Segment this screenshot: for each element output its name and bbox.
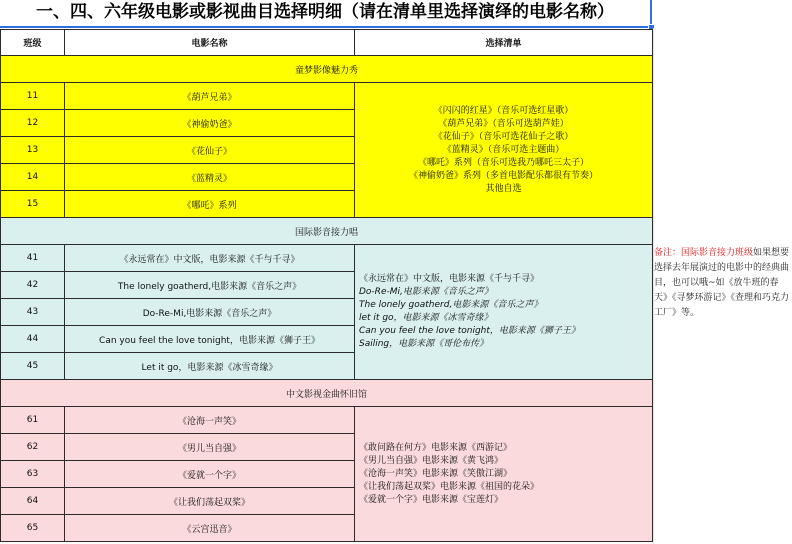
option-item: Sailing，电影来源《哥伦布传》 bbox=[359, 339, 489, 349]
class-cell[interactable]: 45 bbox=[1, 353, 65, 380]
table-row bbox=[1, 83, 653, 110]
movie-cell[interactable]: 《爱就一个字》 bbox=[65, 461, 355, 488]
class-cell[interactable]: 11 bbox=[1, 83, 65, 110]
option-item: 《闪闪的红星》（音乐可选红星歌） bbox=[433, 105, 574, 116]
option-item: 《爱就一个字》电影来源《宝莲灯》 bbox=[359, 494, 504, 505]
class-cell[interactable]: 14 bbox=[1, 164, 65, 191]
movie-cell[interactable]: Can you feel the love tonight，电影来源《狮子王》 bbox=[65, 326, 355, 353]
class-cell[interactable]: 65 bbox=[1, 515, 65, 542]
options-cell[interactable] bbox=[355, 83, 653, 218]
class-cell[interactable]: 62 bbox=[1, 434, 65, 461]
remark-note[interactable] bbox=[654, 246, 790, 321]
header-row bbox=[1, 30, 653, 56]
options-cell[interactable] bbox=[355, 245, 653, 380]
option-item: 《沧海一声笑》电影来源《笑傲江湖》 bbox=[359, 468, 513, 479]
option-item: 《神偷奶爸》系列（多首电影配乐都很有节奏） bbox=[408, 170, 598, 181]
movie-cell[interactable]: Let it go，电影来源《冰雪奇缘》 bbox=[65, 353, 355, 380]
movie-cell[interactable]: The lonely goatherd,电影来源《音乐之声》 bbox=[65, 272, 355, 299]
movie-cell[interactable]: 《让我们荡起双桨》 bbox=[65, 488, 355, 515]
movie-cell[interactable]: Do-Re-Mi,电影来源《音乐之声》 bbox=[65, 299, 355, 326]
movie-cell[interactable]: 《蓝精灵》 bbox=[65, 164, 355, 191]
movie-cell[interactable]: 《哪吒》系列 bbox=[65, 191, 355, 218]
header-movie[interactable]: 电影名称 bbox=[65, 30, 355, 56]
section-title[interactable]: 童梦影像魅力秀 bbox=[1, 56, 653, 83]
option-item: 《蓝精灵》（音乐可选主题曲） bbox=[442, 144, 565, 155]
option-item: 《葫芦兄弟》（音乐可选葫芦娃） bbox=[438, 118, 569, 129]
class-cell[interactable]: 12 bbox=[1, 110, 65, 137]
movie-cell[interactable]: 《沧海一声笑》 bbox=[65, 407, 355, 434]
option-item: 其他自选 bbox=[485, 183, 522, 194]
section-title[interactable]: 国际影音接力唱 bbox=[1, 218, 653, 245]
movie-cell[interactable]: 《男儿当自强》 bbox=[65, 434, 355, 461]
options-cell[interactable] bbox=[355, 407, 653, 542]
movie-cell[interactable]: 《云宫迅音》 bbox=[65, 515, 355, 542]
class-cell[interactable]: 44 bbox=[1, 326, 65, 353]
class-cell[interactable]: 41 bbox=[1, 245, 65, 272]
option-item: 《花仙子》（音乐可选花仙子之歌） bbox=[433, 131, 574, 142]
table-row bbox=[1, 407, 653, 434]
option-item: 《哪吒》系列（音乐可选我乃哪吒三太子） bbox=[417, 157, 589, 168]
remark-label: 备注：国际影音接力班级 bbox=[654, 248, 754, 258]
header-list[interactable]: 选择清单 bbox=[355, 30, 653, 56]
class-cell[interactable]: 63 bbox=[1, 461, 65, 488]
movie-cell[interactable]: 《永远常在》中文版，电影来源《千与千寻》 bbox=[65, 245, 355, 272]
cell-selection-border-bottom bbox=[0, 26, 652, 28]
option-item: 《让我们荡起双桨》电影来源《祖国的花朵》 bbox=[359, 481, 540, 492]
option-item: 《敢问路在何方》电影来源《西游记》 bbox=[359, 442, 513, 453]
movie-cell[interactable]: 《葫芦兄弟》 bbox=[65, 83, 355, 110]
movie-cell[interactable]: 《花仙子》 bbox=[65, 137, 355, 164]
sheet-title: 一、四、六年级电影或影视曲目选择明细（请在清单里选择演绎的电影名称） bbox=[36, 2, 614, 22]
option-item: 《男儿当自强》电影来源《黄飞鸿》 bbox=[359, 455, 504, 466]
section-title[interactable]: 中文影视金曲怀旧馆 bbox=[1, 380, 653, 407]
movie-cell[interactable]: 《神偷奶爸》 bbox=[65, 110, 355, 137]
option-item: The lonely goatherd,电影来源《音乐之声》 bbox=[359, 300, 543, 310]
remark-text: 如果想要选择去年展演过的电影中的经典曲目，也可以哦~如《放牛班的春天》《寻梦环游记》《查理和巧克力工厂》等。 bbox=[654, 248, 790, 318]
section-row bbox=[1, 218, 653, 245]
table-row bbox=[1, 245, 653, 272]
selection-table bbox=[0, 29, 653, 542]
class-cell[interactable]: 42 bbox=[1, 272, 65, 299]
class-cell[interactable]: 43 bbox=[1, 299, 65, 326]
option-item: 《永远常在》中文版，电影来源《千与千寻》 bbox=[359, 274, 540, 284]
cell-selection-border bbox=[650, 0, 652, 27]
section-row bbox=[1, 56, 653, 83]
option-item: Do-Re-Mi,电影来源《音乐之声》 bbox=[359, 287, 493, 297]
class-cell[interactable]: 13 bbox=[1, 137, 65, 164]
class-cell[interactable]: 15 bbox=[1, 191, 65, 218]
option-item: let it go，电影来源《冰雪奇缘》 bbox=[359, 313, 493, 323]
header-class[interactable]: 班级 bbox=[1, 30, 65, 56]
section-row bbox=[1, 380, 653, 407]
class-cell[interactable]: 61 bbox=[1, 407, 65, 434]
class-cell[interactable]: 64 bbox=[1, 488, 65, 515]
option-item: Can you feel the love tonight，电影来源《狮子王》 bbox=[359, 326, 580, 336]
